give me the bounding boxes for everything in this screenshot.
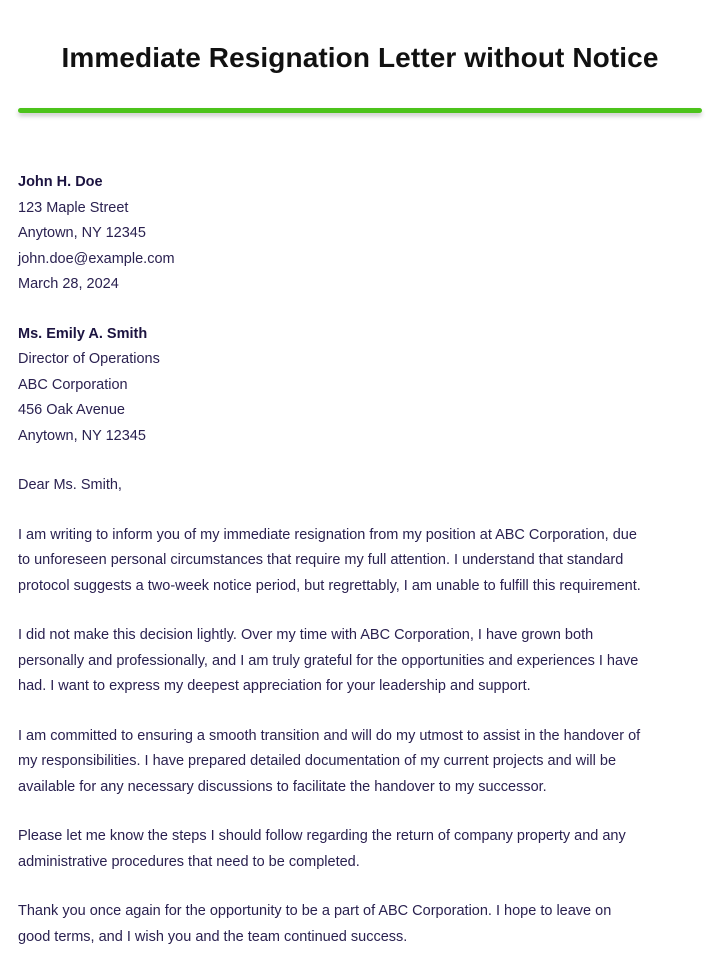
paragraph bbox=[18, 724, 708, 801]
letter-body bbox=[18, 170, 708, 974]
recipient-block bbox=[18, 322, 708, 450]
paragraph-line: had. I want to express my deepest appreciation for your leadership and support. bbox=[18, 678, 531, 694]
paragraph bbox=[18, 824, 708, 875]
recipient-name: Ms. Emily A. Smith bbox=[18, 325, 148, 342]
paragraph-line: Please let me know the steps I should follow regarding the return of company property and any bbox=[18, 828, 626, 844]
sender-name: John H. Doe bbox=[18, 174, 103, 190]
paragraph-line: administrative procedures that need to be completed. bbox=[18, 853, 360, 870]
paragraph bbox=[18, 623, 708, 700]
paragraph-line: good terms, and I wish you and the team continued success. bbox=[18, 928, 408, 945]
recipient-company: ABC Corporation bbox=[18, 376, 128, 393]
sender-street: 123 Maple Street bbox=[18, 199, 129, 216]
title-divider bbox=[18, 108, 702, 113]
paragraph-line: available for any necessary discussions to facilitate the handover to my successor. bbox=[18, 778, 547, 795]
recipient-title: Director of Operations bbox=[18, 351, 160, 367]
salutation: Dear Ms. Smith, bbox=[18, 477, 122, 493]
paragraph bbox=[18, 899, 708, 950]
sender-block bbox=[18, 170, 708, 298]
paragraph-line: protocol suggests a two-week notice period, but regrettably, I am unable to fulfill this requirement. bbox=[18, 577, 641, 594]
paragraph-line: to unforeseen personal circumstances that require my full attention. I understand that standard bbox=[18, 552, 624, 568]
recipient-street: 456 Oak Avenue bbox=[18, 402, 125, 418]
salutation-block bbox=[18, 473, 708, 499]
letter-date: March 28, 2024 bbox=[18, 276, 119, 292]
paragraph-line: I am committed to ensuring a smooth transition and will do my utmost to assist in the handover of bbox=[18, 727, 641, 744]
sender-email: john.doe@example.com bbox=[18, 250, 175, 267]
paragraph-line: I am writing to inform you of my immediate resignation from my position at ABC Corporation, due bbox=[18, 526, 637, 543]
paragraph bbox=[18, 523, 708, 600]
recipient-city: Anytown, NY 12345 bbox=[18, 427, 146, 444]
paragraph-line: Thank you once again for the opportunity to be a part of ABC Corporation. I hope to leave on bbox=[18, 903, 612, 919]
paragraph-line: I did not make this decision lightly. Over my time with ABC Corporation, I have grown both bbox=[18, 627, 594, 643]
paragraph-line: my responsibilities. I have prepared detailed documentation of my current projects and will be bbox=[18, 753, 617, 769]
sender-city: Anytown, NY 12345 bbox=[18, 225, 146, 241]
paragraph-line: personally and professionally, and I am truly grateful for the opportunities and experiences I have bbox=[18, 652, 639, 669]
document-title: Immediate Resignation Letter without Notice bbox=[61, 42, 659, 73]
